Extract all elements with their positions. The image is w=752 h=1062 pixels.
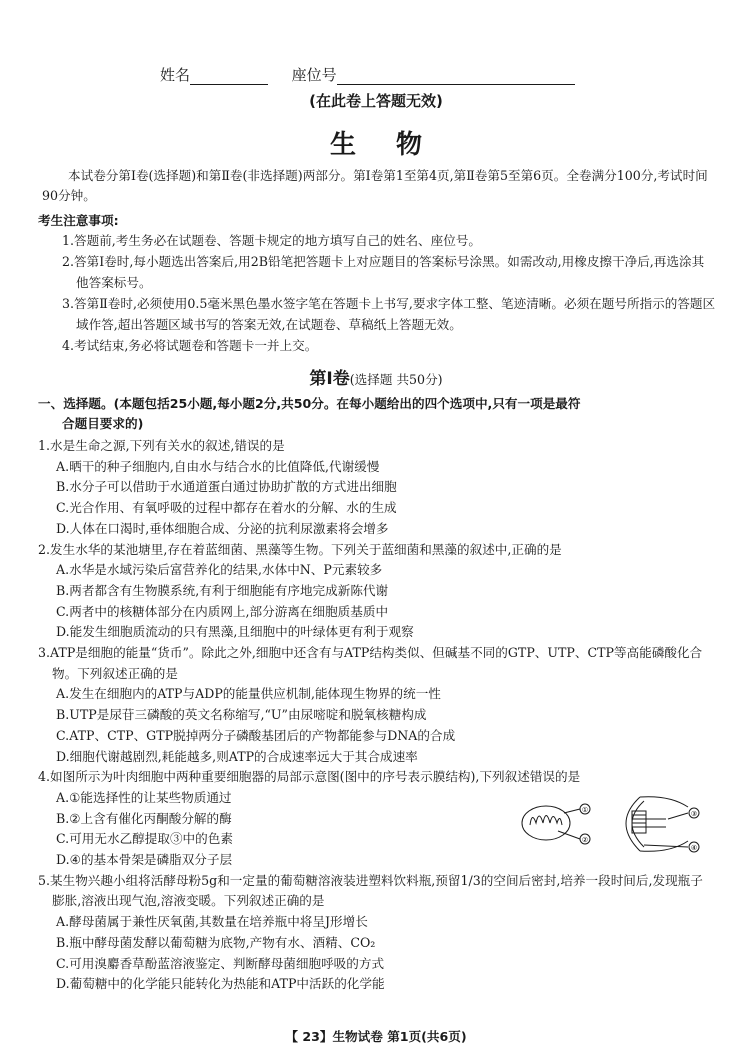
chloroplast-outer-membrane bbox=[626, 797, 640, 851]
option-a: A.发生在细胞内的ATP与ADP的能量供应机制,能体现生物界的统一性 bbox=[56, 686, 441, 702]
option-a: A.①能选择性的让某些物质通过 bbox=[56, 789, 232, 805]
no-answer-notice: (在此卷上答题无效) bbox=[309, 92, 443, 110]
section1-line1: 一、选择题。(本题包括25小题,每小题2分,共50分。在每小题给出的四个选项中,只有一项是最符 bbox=[38, 396, 581, 411]
leader-line-4 bbox=[644, 845, 688, 847]
leader-line-3 bbox=[668, 813, 688, 819]
organelle-diagram bbox=[518, 793, 708, 855]
question-stem: 4.如图所示为叶肉细胞中两种重要细胞器的局部示意图(图中的序号表示膜结构),下列叙述错误的是 bbox=[38, 769, 581, 785]
option-d: D.能发生细胞质流动的只有黑藻,且细胞中的叶绿体更有利于观察 bbox=[56, 624, 414, 640]
option-c: C.ATP、CTP、GTP脱掉两分子磷酸基团后的产物都能参与DNA的合成 bbox=[56, 727, 456, 743]
option-b: B.②上含有催化丙酮酸分解的酶 bbox=[56, 810, 232, 826]
page-footer: 【 23】生物试卷 第1页(共6页) bbox=[285, 1029, 467, 1044]
note-item: 1.答题前,考生务必在试题卷、答题卡规定的地方填写自己的姓名、座位号。 bbox=[62, 233, 482, 248]
question-2 bbox=[38, 540, 714, 644]
notes-list bbox=[62, 230, 716, 356]
note-item: 4.考试结束,务必将试题卷和答题卡一并上交。 bbox=[62, 338, 318, 353]
figure-label-2: ② bbox=[581, 836, 589, 845]
option-b: B.水分子可以借助于水通道蛋白通过协助扩散的方式进出细胞 bbox=[56, 479, 397, 495]
part1-title-main: 第Ⅰ卷 bbox=[309, 369, 350, 389]
option-d: D.④的基本骨架是磷脂双分子层 bbox=[56, 852, 233, 868]
question-5 bbox=[38, 871, 714, 995]
mitochondrion-outer-membrane bbox=[522, 806, 570, 840]
chloroplast-figure bbox=[626, 797, 699, 852]
note-item: 3.答第Ⅱ卷时,必须使用0.5毫米黑色墨水签字笔在答题卡上书写,要求字体工整、笔迹清晰。必须在题号所指示的答题区域作答,超出答题区域书写的答案无效,在试题卷、草稿纸上答题无效。 bbox=[62, 296, 716, 332]
chloroplast-inner-membrane bbox=[632, 801, 644, 847]
option-c: C.可用无水乙醇提取③中的色素 bbox=[56, 831, 233, 847]
part1-subtitle: (选择题 共50分) bbox=[349, 372, 443, 387]
header-fields bbox=[160, 64, 640, 86]
question-1 bbox=[38, 436, 714, 540]
figure-label-4: ④ bbox=[690, 844, 698, 853]
option-c: C.两者中的核糖体部分在内质网上,部分游离在细胞质基质中 bbox=[56, 603, 389, 619]
option-d: D.葡萄糖中的化学能只能转化为热能和ATP中活跃的化学能 bbox=[56, 976, 385, 992]
seat-label: 座位号 bbox=[291, 66, 337, 84]
figure-label-3: ③ bbox=[690, 810, 698, 819]
seat-blank bbox=[337, 68, 575, 85]
question-4 bbox=[38, 767, 714, 871]
question-stem: 3.ATP是细胞的能量“货币”。除此之外,细胞中还含有与ATP结构类似、但碱基不同的GTP、UTP、CTP等高能磷酸化合物。下列叙述正确的是 bbox=[38, 645, 703, 681]
question-stem: 2.发生水华的某池塘里,存在着蓝细菌、黑藻等生物。下列关于蓝细菌和黑藻的叙述中,正确的是 bbox=[38, 541, 562, 557]
question-stem: 5.某生物兴趣小组将活酵母粉5g和一定量的葡萄糖溶液装进塑料饮料瓶,预留1/3的空间后密封,培养一段时间后,发现瓶子膨胀,溶液出现气泡,溶液变暖。下列叙述正确的是 bbox=[38, 872, 703, 909]
question-3 bbox=[38, 643, 714, 767]
intro-paragraph: 本试卷分第Ⅰ卷(选择题)和第Ⅱ卷(非选择题)两部分。第Ⅰ卷第1至第4页,第Ⅱ卷第5至第6页。全卷满分100分,考试时间90分钟。 bbox=[42, 168, 708, 203]
option-b: B.瓶中酵母菌发酵以葡萄糖为底物,产物有水、酒精、CO₂ bbox=[56, 934, 376, 950]
mitochondrion-cristae bbox=[530, 816, 562, 826]
leader-line-2 bbox=[558, 831, 580, 839]
option-a: A.水华是水域污染后富营养化的结果,水体中N、P元素较多 bbox=[56, 562, 383, 578]
option-a: A.酵母菌属于兼性厌氧菌,其数量在培养瓶中将呈J形增长 bbox=[56, 914, 368, 930]
question-stem: 1.水是生命之源,下列有关水的叙述,错误的是 bbox=[38, 438, 285, 453]
option-b: B.两者都含有生物膜系统,有利于细胞能有序地完成新陈代谢 bbox=[56, 582, 389, 598]
part1-title bbox=[0, 364, 752, 389]
option-c: C.可用溴麝香草酚蓝溶液鉴定、判断酵母菌细胞呼吸的方式 bbox=[56, 955, 385, 971]
section1-line2: 合题目要求的) bbox=[62, 416, 144, 431]
figure-label-1: ① bbox=[581, 806, 589, 815]
note-item: 2.答第Ⅰ卷时,每小题选出答案后,用2B铅笔把答题卡上对应题目的答案标号涂黑。如需改动,用橡皮擦干净后,再选涂其他答案标号。 bbox=[62, 254, 705, 290]
option-d: D.人体在口渴时,垂体细胞合成、分泌的抗利尿激素将会增多 bbox=[56, 520, 389, 536]
option-a: A.晒干的种子细胞内,自由水与结合水的比值降低,代谢缓慢 bbox=[56, 458, 380, 474]
name-label: 姓名 bbox=[160, 66, 191, 84]
notes-title: 考生注意事项: bbox=[38, 213, 119, 228]
subject-title: 生物 bbox=[329, 130, 462, 160]
mitochondrion-figure bbox=[522, 804, 590, 844]
option-c: C.光合作用、有氧呼吸的过程中都存在着水的分解、水的生成 bbox=[56, 500, 397, 516]
name-blank bbox=[190, 68, 268, 85]
question-list bbox=[38, 436, 714, 995]
option-d: D.细胞代谢越剧烈,耗能越多,则ATP的合成速率远大于其合成速率 bbox=[56, 748, 418, 764]
section1-instructions bbox=[38, 394, 714, 434]
option-b: B.UTP是尿苷三磷酸的英文名称缩写,“U”由尿嘧啶和脱氧核糖构成 bbox=[56, 707, 427, 723]
leader-line-1 bbox=[564, 809, 580, 813]
chloroplast-envelope-top bbox=[640, 797, 688, 807]
